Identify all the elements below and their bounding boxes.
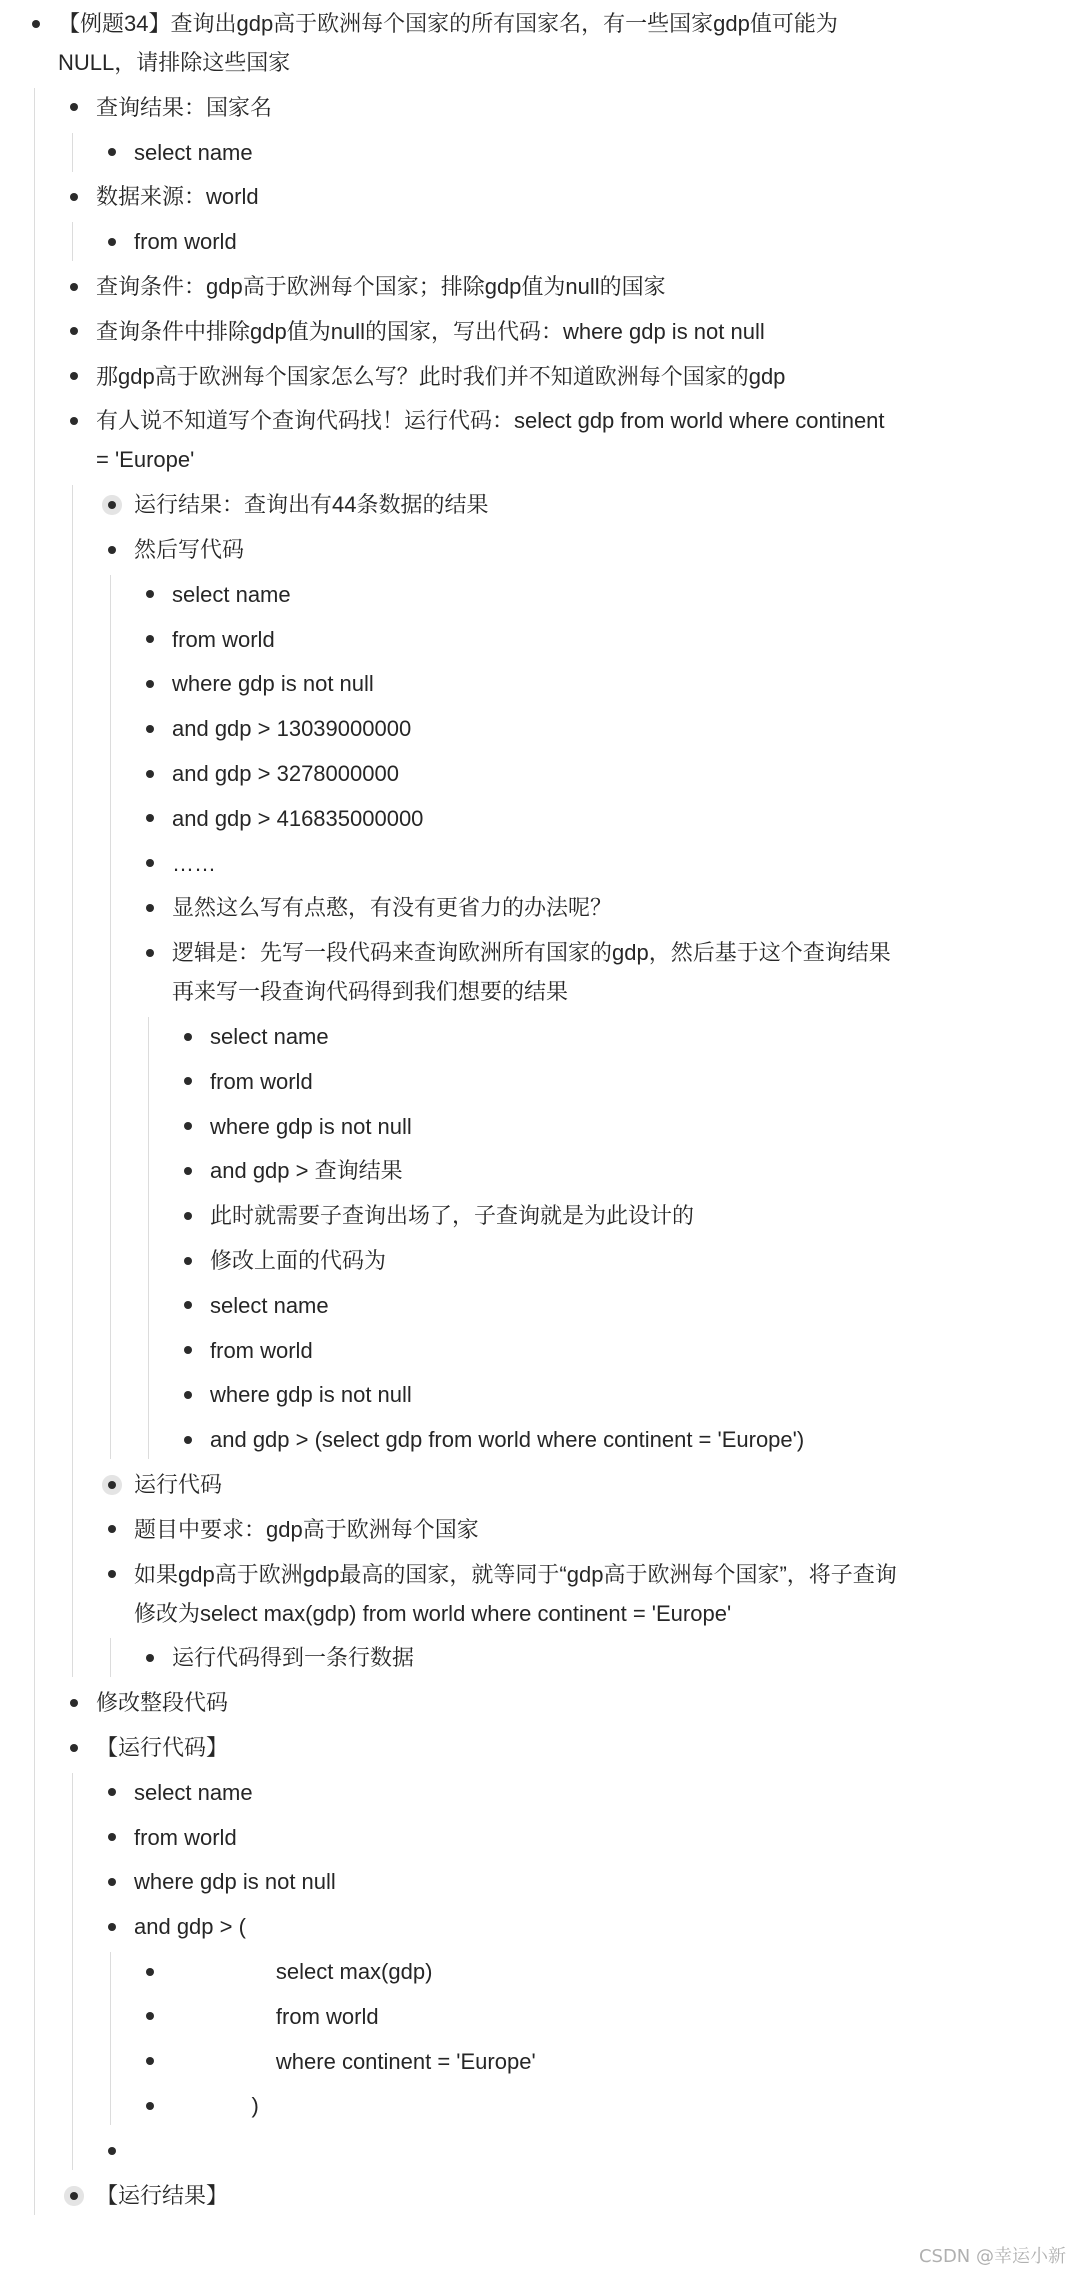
bullet-icon[interactable] (70, 283, 78, 291)
outline-item-text: 修改上面的代码为 (210, 1248, 387, 1273)
outline-item-text: and gdp > 查询结果 (210, 1158, 403, 1184)
bullet-icon[interactable] (108, 148, 116, 156)
outline-item-text: 数据来源：world (96, 184, 259, 210)
bullet-icon[interactable] (146, 1968, 154, 1976)
outline-item (172, 575, 291, 614)
csdn-watermark: CSDN @幸运小新 (918, 2246, 1066, 2267)
outline-item (96, 401, 885, 479)
outline-item (96, 267, 666, 306)
bullet-icon[interactable] (184, 1257, 192, 1265)
outline-item-text: select name (210, 1292, 329, 1318)
outline-item-text: 运行代码 (134, 1472, 223, 1497)
outline-item-text: 题目中要求：gdp高于欧洲每个国家 (134, 1516, 479, 1542)
outline-item (134, 1907, 246, 1946)
outline-item (172, 2086, 259, 2125)
indent-guide-line (72, 1773, 73, 2170)
bullet-icon[interactable] (146, 590, 154, 598)
outline-item (134, 1773, 253, 1812)
outline-item (134, 222, 237, 261)
bullet-icon[interactable] (146, 635, 154, 643)
outline-item-text: where gdp is not null (172, 671, 374, 697)
indent-guide-line (110, 575, 111, 1459)
bullet-icon[interactable] (146, 1654, 154, 1662)
outline-item (172, 844, 216, 883)
outline-item (210, 1017, 329, 1056)
outline-item (134, 1510, 479, 1549)
outline-item-text: where gdp is not null (210, 1113, 412, 1139)
outline-item (172, 888, 612, 927)
outline-item (210, 1241, 386, 1280)
bullet-icon[interactable] (146, 2012, 154, 2020)
outline-item-text: 运行结果：查询出有44条数据的结果 (134, 492, 489, 518)
outline-item-text: and gdp > (select gdp from world where continent = 'Europe') (210, 1427, 805, 1453)
outline-item-text: select name (172, 581, 291, 607)
outline-item-text: 【运行结果】 (96, 2183, 229, 2208)
outline-item-text: 【运行代码】 (96, 1735, 229, 1760)
bullet-icon[interactable] (70, 193, 78, 201)
bullet-icon[interactable] (108, 1570, 116, 1578)
outline-item-text: from world (172, 2003, 379, 2029)
bullet-icon[interactable] (146, 770, 154, 778)
bullet-icon[interactable] (184, 1346, 192, 1354)
indent-guide-line (148, 1017, 149, 1459)
indent-guide-line (72, 133, 73, 172)
bullet-icon[interactable] (146, 949, 154, 957)
outline-item-text: 修改整段代码 (96, 1690, 229, 1716)
outline-item-text: from world (134, 229, 237, 255)
bullet-icon[interactable] (184, 1077, 192, 1085)
bullet-icon[interactable] (70, 103, 78, 111)
outline-item-text: select name (134, 139, 253, 165)
outline-item-text: select max(gdp) (172, 1959, 433, 1984)
bullet-icon[interactable] (70, 372, 78, 380)
outline-item (172, 664, 374, 703)
bullet-icon[interactable] (70, 417, 78, 425)
outline-item (96, 88, 272, 127)
outline-item-text: 修改为select max(gdp) from world where continent = 'Europe' (134, 1600, 732, 1626)
bullet-icon[interactable] (184, 1167, 192, 1175)
bullet-icon[interactable] (184, 1033, 192, 1041)
outline-item (210, 1331, 313, 1370)
bullet-icon[interactable] (108, 1525, 116, 1533)
outline-item (96, 177, 259, 216)
outline-item (172, 1997, 379, 2036)
outline-item (172, 2042, 536, 2081)
outline-item (96, 1683, 228, 1722)
outline-item-text: 查询条件中排除gdp值为null的国家，写出代码：where gdp is not null (96, 318, 765, 344)
outline-item (134, 133, 253, 172)
outline-item-text: and gdp > 3278000000 (172, 761, 399, 786)
bullet-icon[interactable] (108, 1923, 116, 1931)
bullet-icon[interactable] (146, 859, 154, 867)
outline-item (210, 1375, 412, 1414)
outline-item (134, 1465, 222, 1504)
bullet-icon[interactable] (108, 546, 116, 554)
indent-guide-line (34, 88, 35, 2215)
bullet-icon[interactable] (146, 2102, 154, 2110)
outline-item-text: NULL，请排除这些国家 (58, 50, 291, 75)
indent-guide-line (72, 485, 73, 1677)
bullet-icon[interactable] (184, 1212, 192, 1220)
outline-item-text: …… (172, 850, 216, 876)
bullet-icon[interactable] (70, 1744, 78, 1752)
outline-item (134, 1555, 897, 1633)
bullet-icon[interactable] (146, 904, 154, 912)
outline-item-text: 【例题34】查询出gdp高于欧洲每个国家的所有国家名，有一些国家gdp值可能为 (58, 11, 838, 36)
outline-item (58, 4, 838, 82)
outline-item-text: and gdp > ( (134, 1914, 246, 1940)
bullet-icon[interactable] (108, 1788, 116, 1796)
outline-item (172, 754, 399, 793)
bullet-icon[interactable] (108, 2147, 116, 2155)
bullet-icon[interactable] (32, 20, 40, 28)
outline-item (210, 1420, 804, 1459)
outline-item-text: 那gdp高于欧洲每个国家怎么写？此时我们并不知道欧洲每个国家的gdp (96, 363, 786, 389)
outline-item-text: 查询结果：国家名 (96, 94, 273, 120)
bullet-icon[interactable] (108, 1878, 116, 1886)
outline-item-text: select name (134, 1779, 253, 1805)
outline-item (134, 1818, 237, 1857)
outline-item (172, 709, 411, 748)
outline-item (210, 1107, 412, 1146)
outline-item (96, 312, 765, 351)
outline-item (96, 2176, 228, 2215)
bullet-icon[interactable] (108, 1833, 116, 1841)
outline-item (172, 933, 891, 1011)
outline-item-text: 有人说不知道写个查询代码找！运行代码：select gdp from world where continent (96, 408, 885, 434)
bullet-icon[interactable] (70, 327, 78, 335)
outline-item (210, 1286, 329, 1325)
outline-item (134, 1862, 336, 1901)
bullet-icon[interactable] (108, 238, 116, 246)
bullet-icon[interactable] (146, 2057, 154, 2065)
bullet-icon[interactable] (184, 1122, 192, 1130)
outline-item-text: 查询条件：gdp高于欧洲每个国家；排除gdp值为null的国家 (96, 274, 666, 299)
outline-item-text: 逻辑是：先写一段代码来查询欧洲所有国家的gdp，然后基于这个查询结果 (172, 940, 891, 966)
outline-item-text: select name (210, 1024, 329, 1049)
outline-item (172, 799, 423, 838)
outline-item-text: from world (210, 1337, 313, 1363)
outline-item-text: where gdp is not null (134, 1869, 336, 1895)
collapsed-bullet-icon[interactable] (70, 2192, 78, 2200)
outline-item-text: and gdp > 416835000000 (172, 805, 424, 831)
outline-item (172, 1952, 432, 1991)
outline-item-text: 显然这么写有点憨，有没有更省力的办法呢？ (172, 895, 613, 921)
indent-guide-line (110, 1638, 111, 1677)
outline-item-text: where continent = 'Europe' (172, 2048, 536, 2074)
indent-guide-line (72, 222, 73, 261)
outline-item (134, 485, 488, 524)
outline-item-text: from world (210, 1068, 313, 1094)
bullet-icon[interactable] (184, 1301, 192, 1309)
outline-item-text: 再来写一段查询代码得到我们想要的结果 (172, 979, 569, 1005)
outline-item (172, 1638, 414, 1677)
bullet-icon[interactable] (70, 1699, 78, 1707)
outline-item (210, 1062, 313, 1101)
collapsed-bullet-icon[interactable] (108, 1481, 116, 1489)
outline-item-text: = 'Europe' (96, 447, 195, 473)
bullet-icon[interactable] (146, 680, 154, 688)
outline-item (96, 357, 785, 396)
bullet-icon[interactable] (184, 1391, 192, 1399)
bullet-icon[interactable] (146, 814, 154, 822)
outline-item (210, 1196, 694, 1235)
outline-item-text: 运行代码得到一条行数据 (172, 1645, 415, 1671)
collapsed-bullet-icon[interactable] (108, 501, 116, 509)
indent-guide-line (110, 1952, 111, 2125)
bullet-icon[interactable] (146, 725, 154, 733)
outline-item (210, 1151, 403, 1190)
outline-item-text: 如果gdp高于欧洲gdp最高的国家，就等同于“gdp高于欧洲每个国家”，将子查询 (134, 1561, 897, 1587)
bullet-icon[interactable] (184, 1436, 192, 1444)
outline-item (96, 1728, 228, 1767)
outline-item-text: 此时就需要子查询出场了，子查询就是为此设计的 (210, 1203, 695, 1229)
outline-item-text: ) (172, 2093, 259, 2119)
outline-item-text: from world (134, 1824, 237, 1850)
outline-item (172, 620, 275, 659)
outline-item-text: 然后写代码 (134, 537, 245, 562)
outline-item (134, 530, 244, 569)
outline-item-text: where gdp is not null (210, 1382, 412, 1408)
outline-item-text: from world (172, 626, 275, 652)
outline-item-text: and gdp > 13039000000 (172, 716, 412, 742)
